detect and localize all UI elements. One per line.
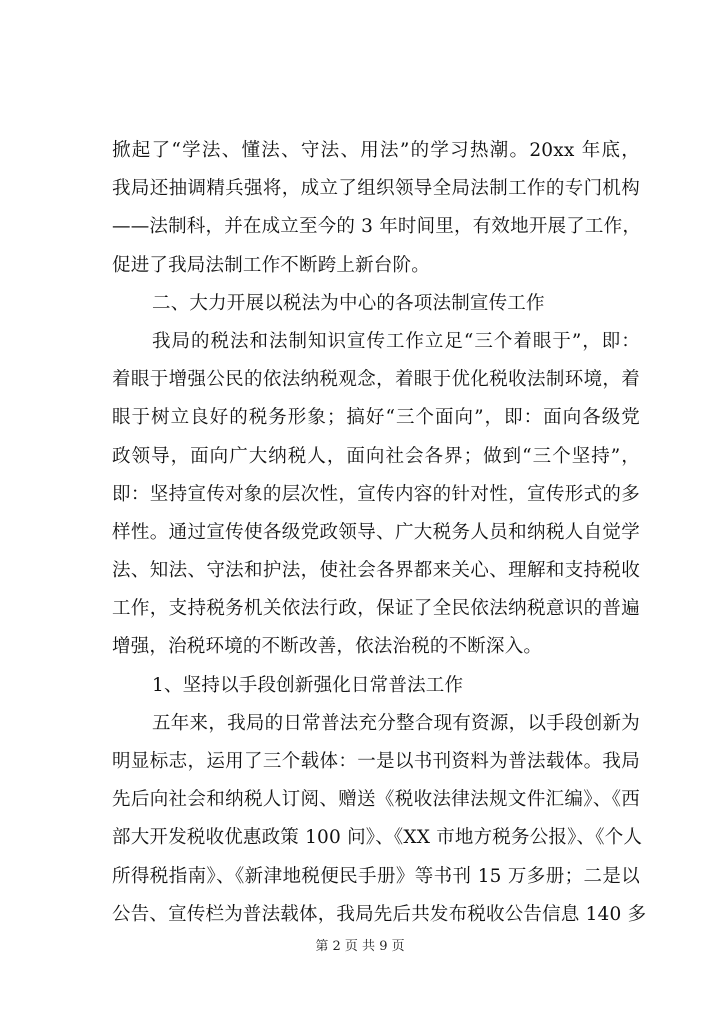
body-line: 眼于树立良好的税务形象；搞好“三个面向”，即：面向各级党 bbox=[112, 407, 640, 429]
body-line: 先后向社会和纳税人订阅、赠送《税收法律法规文件汇编》、《西 bbox=[112, 789, 640, 811]
body-line: 着眼于增强公民的依法纳税观念，着眼于优化税收法制环境，着 bbox=[112, 369, 640, 391]
body-line: 五年来，我局的日常普法充分整合现有资源，以手段创新为 bbox=[152, 712, 640, 734]
document-body bbox=[112, 132, 647, 934]
body-line: 掀起了“学法、懂法、守法、用法”的学习热潮。20xx 年底， bbox=[112, 140, 640, 161]
body-line: 样性。通过宣传使各级党政领导、广大税务人员和纳税人自觉学 bbox=[112, 521, 640, 543]
subsection-heading: 1、坚持以手段创新强化日常普法工作 bbox=[152, 674, 464, 696]
section-heading: 二、大力开展以税法为中心的各项法制宣传工作 bbox=[152, 292, 545, 314]
body-line: 即：坚持宣传对象的层次性，宣传内容的针对性，宣传形式的多 bbox=[112, 483, 640, 505]
page-number: 第 2 页 共 9 页 bbox=[315, 939, 405, 954]
body-line: 部大开发税收优惠政策 100 问》、《XX 市地方税务公报》、《个人 bbox=[112, 827, 643, 849]
body-line: 我局还抽调精兵强将，成立了组织领导全局法制工作的专门机构 bbox=[112, 178, 640, 200]
body-line: 政领导，面向广大纳税人，面向社会各界；做到“三个坚持”， bbox=[112, 445, 640, 467]
body-line: 促进了我局法制工作不断跨上新台阶。 bbox=[112, 254, 430, 276]
body-line: 我局的税法和法制知识宣传工作立足“三个着眼于”，即： bbox=[152, 330, 640, 352]
body-line: 法、知法、守法和护法，使社会各界都来关心、理解和支持税收 bbox=[112, 560, 640, 582]
body-line: 公告、宣传栏为普法载体，我局先后共发布税收公告信息 140 多 bbox=[112, 903, 647, 925]
body-line: ——法制科，并在成立至今的 3 年时间里，有效地开展了工作， bbox=[112, 216, 642, 238]
body-line: 工作，支持税务机关依法行政，保证了全民依法纳税意识的普遍 bbox=[112, 598, 640, 620]
body-line: 增强，治税环境的不断改善，依法治税的不断深入。 bbox=[112, 636, 543, 658]
body-line: 明显标志，运用了三个载体：一是以书刊资料为普法载体。我局 bbox=[112, 751, 640, 772]
body-line: 所得税指南》、《新津地税便民手册》等书刊 15 万多册；二是以 bbox=[112, 865, 640, 887]
